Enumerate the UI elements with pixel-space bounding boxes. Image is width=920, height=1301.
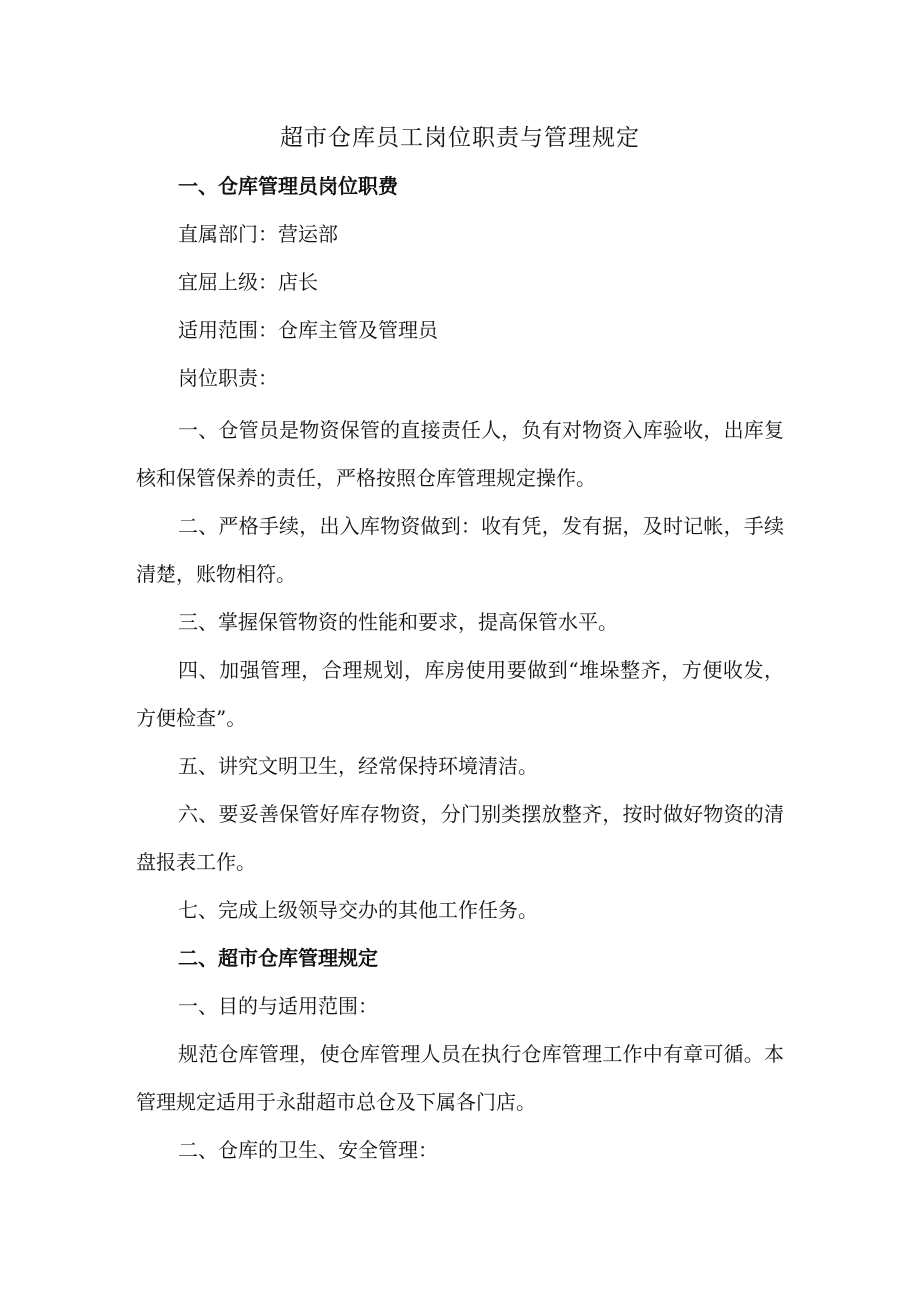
duty-item-5: 五、讲究文明卫生，经常保持环境清洁。 <box>178 754 538 778</box>
duty-item-1: 一、仓管员是物资保管的直接责任人，负有对物资入库验收，出库复核和保管保养的责任，严格按照仓库管理规定操作。 <box>136 418 784 490</box>
section2-heading: 二、超市仓库管理规定 <box>178 946 378 970</box>
section1-heading: 一、仓库管理员岗位职费 <box>178 174 398 198</box>
duty-item-2: 二、严格手续，出入库物资做到：收有凭，发有据，及时记帐，手续清楚，账物相符。 <box>136 514 784 586</box>
duty-item-4: 四、加强管理，合理规划，库房使用要做到“堆垛整齐，方便收发，方便检查”。 <box>136 658 784 730</box>
hygiene-safety-label: 二、仓库的卫生、安全管理： <box>178 1138 438 1162</box>
duty-item-3: 三、掌握保管物资的性能和要求，提高保管水平。 <box>178 610 618 634</box>
purpose-scope-label: 一、目的与适用范围： <box>178 994 378 1018</box>
duty-item-7: 七、完成上级领导交办的其他工作任务。 <box>178 898 538 922</box>
supervisor-line: 宜屈上级：店长 <box>178 270 318 294</box>
duties-label: 岗位职责： <box>178 366 278 390</box>
duty-item-6: 六、要妥善保管好库存物资，分门别类摆放整齐，按时做好物资的清盘报表工作。 <box>136 802 784 874</box>
purpose-scope-text: 规范仓库管理，使仓库管理人员在执行仓库管理工作中有章可循。本管理规定适用于永甜超市总仓及下属各门店。 <box>136 1042 784 1114</box>
department-line: 直属部门：营运部 <box>178 222 338 246</box>
scope-line: 适用范围：仓库主管及管理员 <box>178 318 438 342</box>
document-title: 超市仓库员工岗位职责与管理规定 <box>280 125 640 151</box>
